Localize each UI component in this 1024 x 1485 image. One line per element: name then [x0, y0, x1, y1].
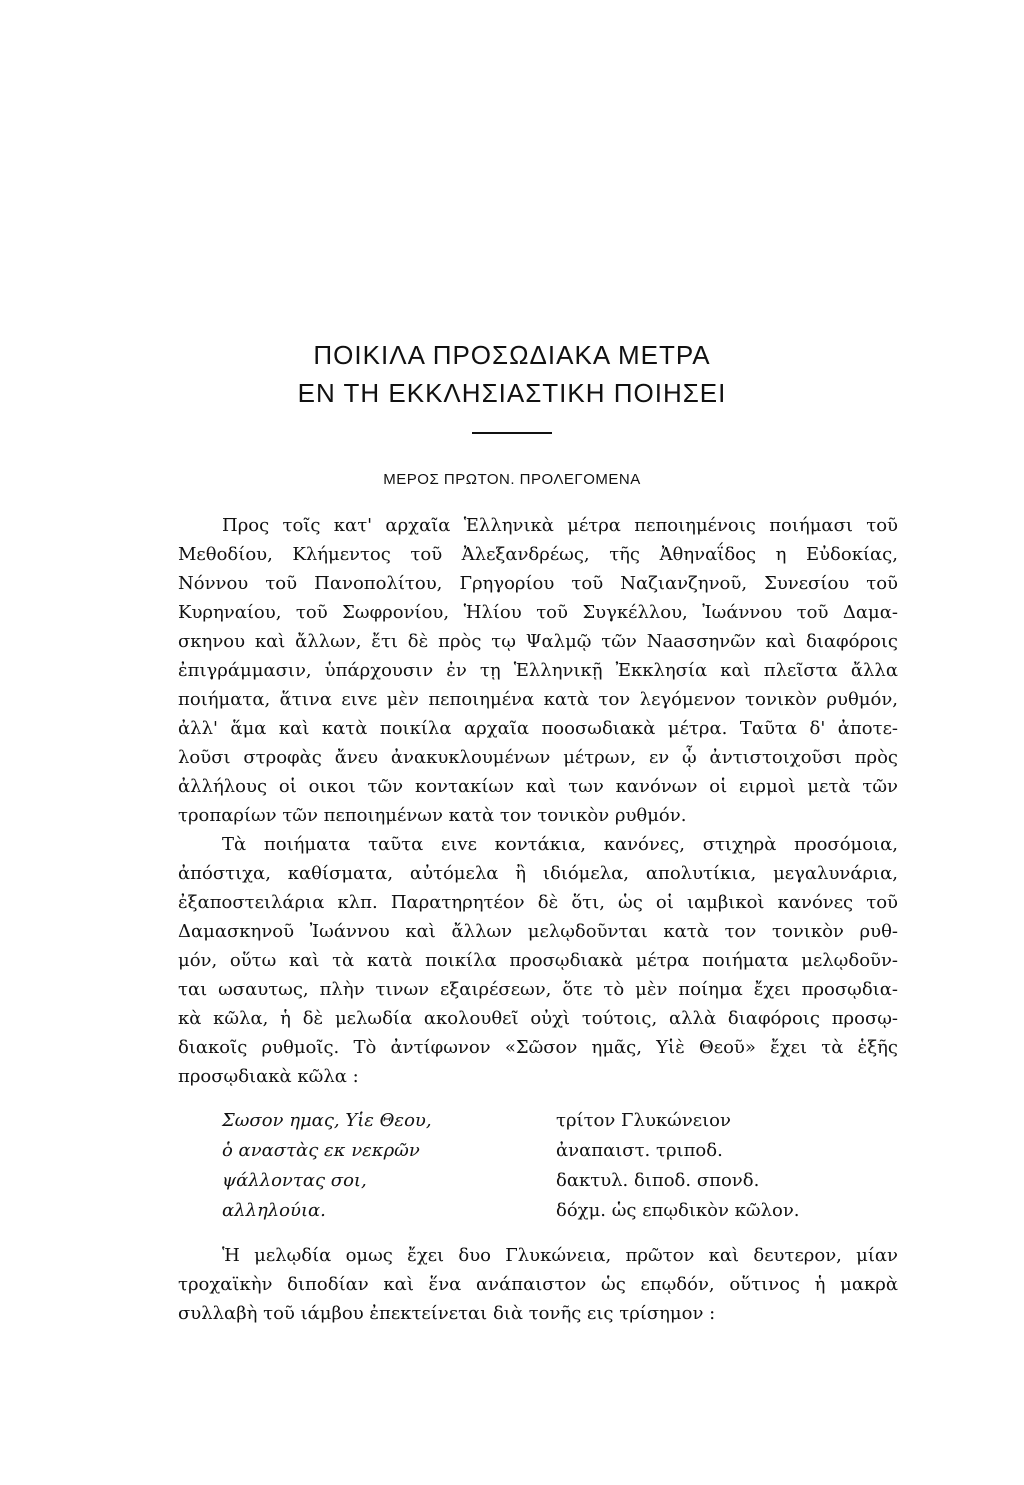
verse-meter: δόχμ. ὡς επῳδικὸν κῶλον. — [556, 1200, 800, 1221]
body-line: ἐξαποστειλάρια κλπ. Παρατηρητέον δὲ ὅτι, ὡς οἱ ιαμβικοὶ κανόνες τοῦ — [178, 892, 898, 913]
body-line: μόν, οὕτω καὶ τὰ κατὰ ποικίλα προσῳδιακὰ μέτρα ποιήματα μελῳδοῦν- — [178, 950, 898, 971]
body-line: τροπαρίων τῶν πεποιημένων κατὰ τον τονικὸν ρυθμόν. — [178, 805, 687, 826]
title-line-2: ΕΝ ΤΗ ΕΚΚΛΗΣΙΑΣΤΙΚΗ ΠΟΙΗΣΕΙ — [297, 378, 727, 408]
closing-line: συλλαβὴ τοῦ ιάμβου ἐπεκτείνεται διὰ τονῆς εις τρίσημον : — [178, 1303, 716, 1324]
body-line: Δαμασκηνοῦ Ἰωάννου καὶ ἄλλων μελῳδοῦνται κατὰ τον τονικὸν ρυθ- — [178, 921, 898, 942]
body-line: προσῳδιακὰ κῶλα : — [178, 1066, 359, 1087]
body-line: Μεθοδίου, Κλήμεντος τοῦ Ἀλεξανδρέως, τῆς Ἀθηναΐδος η Εὐδοκίας, — [178, 544, 898, 565]
body-line: ἐπιγράμμασιν, ὑπάρχουσιν ἐν τῃ Ἑλληνικῇ Ἐκκλησία καὶ πλεῖστα ἄλλα — [178, 660, 898, 681]
closing-line: τροχαϊκὴν διποδίαν καὶ ἕνα ανάπαιστον ὡς επῳδόν, οὕτινος ἡ μακρὰ — [178, 1274, 898, 1295]
body-line: Τὰ ποιήματα ταῦτα ειvε κοντάκια, κανόνες, στιχηρὰ προσόμοια, — [222, 834, 898, 855]
verse-meter: δακτυλ. διποδ. σπονδ. — [556, 1170, 760, 1191]
verse-line: ὁ αναστὰς εκ νεκρῶν — [222, 1140, 420, 1161]
title-line-1: ΠΟΙΚΙΛΑ ΠΡΟΣΩΔΙΑΚΑ ΜΕΤΡΑ — [313, 340, 711, 370]
title-divider — [472, 432, 552, 434]
verse-line: Σωσον ημας, Υἱε Θεου, — [222, 1110, 432, 1131]
body-line: ἀλλήλους οἱ οικοι τῶν κοντακίων καὶ των κανόνων οἱ ειρμοὶ μετὰ τῶν — [178, 776, 898, 797]
body-line: σκηνου καὶ ἄλλων, ἔτι δὲ πρὸς τῳ Ψαλμῷ τῶν Νaaσσηνῶν καὶ διαφόροις — [178, 631, 898, 652]
body-line: κὰ κῶλα, ἡ δὲ μελωδία ακολουθεῖ οὐχὶ τούτοις, αλλὰ διαφόροις προσῳ- — [178, 1008, 898, 1029]
body-line: ποιήματα, ἅτινα ειvε μὲν πεποιημένα κατὰ τον λεγόμενον τονικὸν ρυθμόν, — [178, 689, 898, 710]
body-line: Προς τοῖς κατ' αρχαῖα Ἑλληνικὰ μέτρα πεποιημένοις ποιήμασι τοῦ — [222, 515, 898, 536]
verse-meter: τρίτον Γλυκώνειον — [556, 1110, 731, 1131]
verse-meter: ἀναπαιστ. τριποδ. — [556, 1140, 723, 1161]
closing-line: Ἡ μελῳδία ομως ἔχει δυο Γλυκώνεια, πρῶτον καὶ δευτερον, μίαν — [222, 1245, 898, 1266]
part-heading: ΜΕΡΟΣ ΠΡΩΤΟΝ. ΠΡΟΛΕΓΟΜΕΝΑ — [383, 471, 641, 488]
body-line: διακοῖς ρυθμοῖς. Τὸ ἀντίφωνον «Σῶσον ημᾶς, Υἱὲ Θεοῦ» ἔχει τὰ ἑξῆς — [178, 1037, 898, 1058]
verse-line: αλληλούια. — [222, 1200, 326, 1221]
body-line: ἀλλ' ἅμα καὶ κατὰ ποικίλα αρχαῖα ποοσωδιακὰ μέτρα. Ταῦτα δ' ἀποτε- — [178, 718, 898, 739]
body-line: ται ωσαυτως, πλὴν τινων εξαιρέσεων, ὅτε τὸ μὲν ποίημα ἔχει προσῳδια- — [178, 979, 898, 1000]
body-line: Νόννου τοῦ Πανοπολίτου, Γρηγορίου τοῦ Ναζιανζηνοῦ, Συνεσίου τοῦ — [178, 573, 898, 594]
body-line: Κυρηναίου, τοῦ Σωφρονίου, Ἡλίου τοῦ Συγκέλλου, Ἰωάννου τοῦ Δαμα- — [178, 602, 898, 623]
body-line: ἀπόστιχα, καθίσματα, αὐτόμελα ἢ ιδιόμελα, απολυτίκια, μεγαλυνάρια, — [178, 863, 898, 884]
body-line: λοῦσι στροφὰς ἄνευ ἀνακυκλουμένων μέτρων, εν ᾧ ἀντιστοιχοῦσι πρὸς — [178, 747, 898, 768]
verse-line: ψάλλοντας σοι, — [222, 1170, 367, 1191]
